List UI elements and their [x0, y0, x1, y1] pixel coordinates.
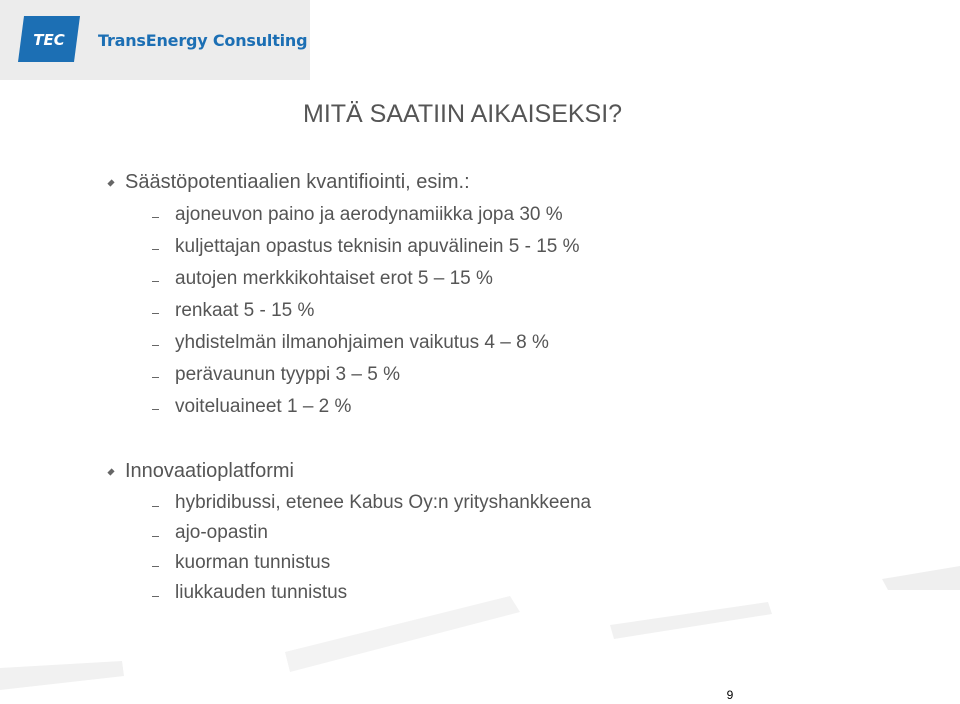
sub-bullet: [0, 578, 960, 608]
dash-bullet-icon: [152, 409, 159, 410]
logo-text: TEC: [33, 31, 65, 49]
sub-bullet-text: liukkauden tunnistus: [175, 582, 348, 603]
sub-bullet: [0, 518, 960, 548]
page-number: 9: [726, 688, 734, 702]
sub-bullet: [0, 548, 960, 578]
sub-bullet: [0, 263, 960, 295]
sub-bullet-text: autojen merkkikohtaiset erot 5 – 15 %: [175, 268, 493, 289]
dash-bullet-icon: [152, 506, 159, 507]
sub-bullet-text: voiteluaineet 1 – 2 %: [175, 396, 352, 417]
bullet-section: [0, 167, 960, 423]
main-bullet: [0, 167, 960, 197]
dash-bullet-icon: [152, 249, 159, 250]
sub-bullet: [0, 199, 960, 231]
bullet-section: [0, 456, 960, 608]
tec-logo-icon: [18, 16, 80, 62]
sub-bullet-text: renkaat 5 - 15 %: [175, 300, 315, 321]
main-bullet-text: Innovaatioplatformi: [125, 460, 294, 482]
sub-bullet-text: ajo-opastin: [175, 522, 268, 543]
diamond-bullet-icon: [107, 179, 114, 186]
sub-bullet-text: kuorman tunnistus: [175, 552, 331, 573]
sub-bullet-text: ajoneuvon paino ja aerodynamiikka jopa 30 %: [175, 204, 563, 225]
sub-bullet-text: perävaunun tyyppi 3 – 5 %: [175, 364, 400, 385]
sub-bullet-text: hybridibussi, etenee Kabus Oy:n yrityshankkeena: [175, 492, 592, 513]
diamond-bullet-icon: [107, 468, 114, 475]
dash-bullet-icon: [152, 566, 159, 567]
main-bullet-text: Säästöpotentiaalien kvantifiointi, esim.:: [125, 171, 470, 193]
sub-bullet: [0, 231, 960, 263]
dash-bullet-icon: [152, 377, 159, 378]
dash-bullet-icon: [152, 536, 159, 537]
dash-bullet-icon: [152, 345, 159, 346]
header-logo-area: [0, 0, 310, 80]
main-bullet: [0, 456, 960, 486]
sub-bullet: [0, 359, 960, 391]
sub-bullet-text: kuljettajan opastus teknisin apuvälinein 5 - 15 %: [175, 236, 580, 257]
sub-bullet: [0, 488, 960, 518]
sub-bullet: [0, 295, 960, 327]
sub-bullet-text: yhdistelmän ilmanohjaimen vaikutus 4 – 8 %: [175, 332, 549, 353]
slide-title: MITÄ SAATIIN AIKAISEKSI?: [303, 100, 623, 128]
dash-bullet-icon: [152, 313, 159, 314]
sub-bullet: [0, 391, 960, 423]
dash-bullet-icon: [152, 596, 159, 597]
sub-bullet-list: [0, 488, 960, 608]
sub-bullet-list: [0, 199, 960, 423]
dash-bullet-icon: [152, 281, 159, 282]
brand-name: TransEnergy Consulting: [98, 31, 308, 50]
dash-bullet-icon: [152, 217, 159, 218]
sub-bullet: [0, 327, 960, 359]
